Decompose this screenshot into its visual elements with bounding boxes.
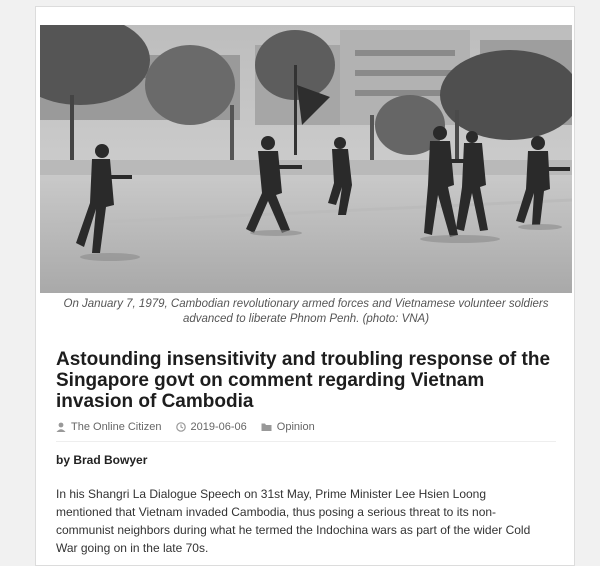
article-meta [56, 421, 556, 433]
folder-icon [261, 422, 272, 432]
meta-category[interactable] [261, 421, 315, 433]
user-icon [56, 422, 66, 432]
article-title: Astounding insensitivity and troubling response of the Singapore govt on comment regarding Vietnam invasion of Cambodia [56, 349, 551, 412]
meta-author[interactable] [56, 421, 162, 433]
date-text: 2019-06-06 [190, 421, 247, 433]
clock-icon [176, 422, 186, 432]
byline: by Brad Bowyer [56, 453, 148, 467]
article-photo [40, 25, 572, 293]
author-link[interactable]: The Online Citizen [71, 421, 162, 433]
article-body: In his Shangri La Dialogue Speech on 31st May, Prime Minister Lee Hsien Loong mentioned that Vietnam invaded Cambodia, thus posing a serious threat to its non-communist neighbors during what he termed the Indochina wars as part of the wider Cold War going on in the late 70s. [56, 487, 531, 555]
category-link[interactable]: Opinion [276, 421, 315, 433]
photo-caption: On January 7, 1979, Cambodian revolutionary armed forces and Vietnamese volunteer soldiers advanced to liberate Phnom Penh. (photo: VNA) [63, 298, 549, 325]
meta-date [176, 421, 247, 433]
meta-divider [56, 441, 556, 442]
article-card [35, 6, 575, 566]
